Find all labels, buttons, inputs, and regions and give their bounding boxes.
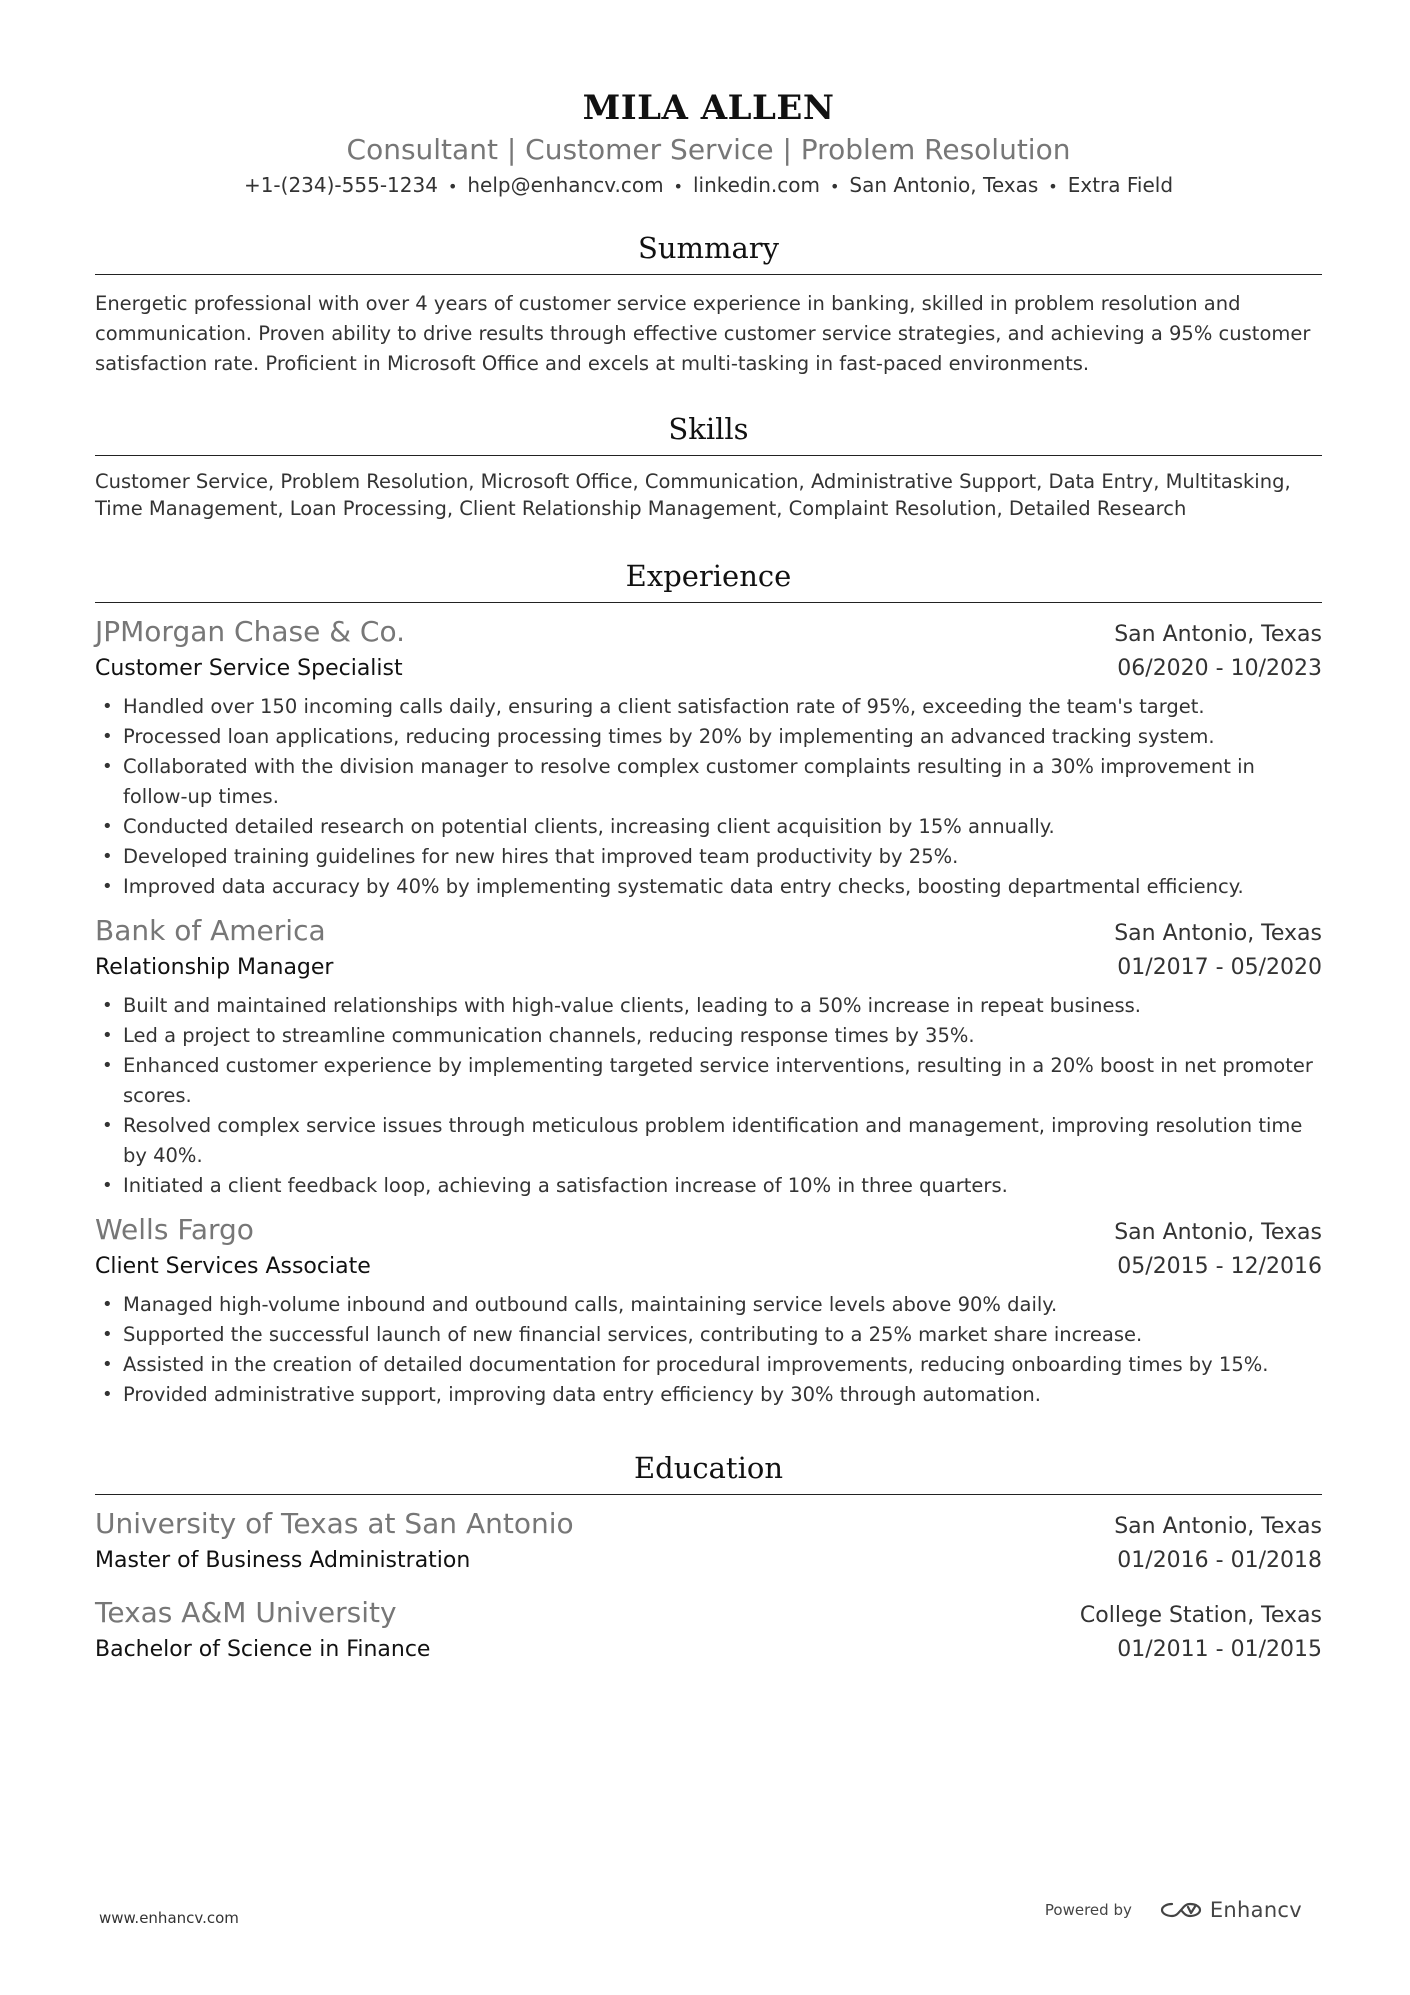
section-title-education: Education bbox=[633, 1451, 783, 1485]
headline: Consultant | Customer Service | Problem Resolution bbox=[346, 133, 1071, 166]
company-name: Bank of America bbox=[95, 914, 326, 947]
job-title: Customer Service Specialist bbox=[95, 656, 403, 681]
footer-branding[interactable] bbox=[1045, 1898, 1302, 1922]
experience-entry bbox=[95, 912, 1322, 1201]
section-divider bbox=[95, 602, 1322, 603]
section-divider bbox=[95, 455, 1322, 456]
list-item: • Assisted in the creation of detailed documentation for procedural improvements, reducing onboarding times by 15%. bbox=[95, 1350, 1322, 1380]
list-item: • Enhanced customer experience by implementing targeted service interventions, resulting in a 20% boost in net promoter scores. bbox=[95, 1051, 1322, 1111]
entry-header bbox=[95, 912, 1322, 951]
entry-subheader bbox=[95, 1250, 1322, 1284]
contact-extra: Extra Field bbox=[1067, 173, 1174, 197]
list-item: • Improved data accuracy by 40% by implementing systematic data entry checks, boosting departmental efficiency. bbox=[95, 872, 1322, 902]
entry-header bbox=[95, 613, 1322, 652]
list-item: • Conducted detailed research on potential clients, increasing client acquisition by 15% annually. bbox=[95, 812, 1322, 842]
separator-dot: • bbox=[829, 177, 840, 196]
summary-text: Energetic professional with over 4 years of customer service experience in banking, skilled in problem resolution and communication. Proven ability to drive results through effective customer service strategies, and achieving a 95% customer satisfaction rate. Proficient in Microsoft Office and excels at multi-tasking in fast-paced environments. bbox=[95, 292, 1311, 375]
candidate-name: MILA ALLEN bbox=[582, 88, 835, 128]
entry-header bbox=[95, 1594, 1322, 1633]
enhancv-logo-icon bbox=[1158, 1898, 1204, 1922]
skills-text: Customer Service, Problem Resolution, Microsoft Office, Communication, Administrative Support, Data Entry, Multitasking, Time Management, Loan Processing, Client Relationship Management, Complaint Resolution, Detailed Research bbox=[95, 470, 1291, 520]
contact-location: San Antonio, Texas bbox=[849, 173, 1039, 197]
company-name: JPMorgan Chase & Co. bbox=[95, 615, 406, 648]
entry-subheader bbox=[95, 1544, 1322, 1578]
section-title-summary: Summary bbox=[637, 231, 780, 265]
experience-entry bbox=[95, 613, 1322, 902]
entry-subheader bbox=[95, 652, 1322, 686]
brand-name: Enhancv bbox=[1209, 1898, 1302, 1922]
achievement-list bbox=[95, 692, 1322, 902]
achievement-list bbox=[95, 991, 1322, 1201]
list-item: • Managed high-volume inbound and outbound calls, maintaining service levels above 90% daily. bbox=[95, 1290, 1322, 1320]
job-title: Client Services Associate bbox=[95, 1254, 371, 1279]
separator-dot: • bbox=[1048, 177, 1058, 196]
education-dates: 01/2016 - 01/2018 bbox=[1117, 1548, 1322, 1573]
degree-name: Bachelor of Science in Finance bbox=[95, 1637, 431, 1662]
entry-subheader bbox=[95, 951, 1322, 985]
separator-dot: • bbox=[673, 177, 683, 196]
experience-section bbox=[95, 556, 1322, 1410]
experience-entry bbox=[95, 1211, 1322, 1410]
list-item: • Built and maintained relationships with high-value clients, leading to a 50% increase in repeat business. bbox=[95, 991, 1322, 1021]
list-item: • Led a project to streamline communication channels, reducing response times by 35%. bbox=[95, 1021, 1322, 1051]
footer-website-link[interactable]: www.enhancv.com bbox=[99, 1909, 239, 1927]
job-location: San Antonio, Texas bbox=[1114, 622, 1322, 647]
degree-name: Master of Business Administration bbox=[95, 1548, 471, 1573]
school-location: College Station, Texas bbox=[1079, 1603, 1322, 1628]
section-divider bbox=[95, 274, 1322, 275]
list-item: • Supported the successful launch of new financial services, contributing to a 25% market share increase. bbox=[95, 1320, 1322, 1350]
entry-header bbox=[95, 1211, 1322, 1250]
list-item: • Initiated a client feedback loop, achieving a satisfaction increase of 10% in three quarters. bbox=[95, 1171, 1322, 1201]
summary-section bbox=[95, 228, 1322, 379]
section-divider bbox=[95, 1494, 1322, 1495]
list-item: • Handled over 150 incoming calls daily, ensuring a client satisfaction rate of 95%, exceeding the team's target. bbox=[95, 692, 1322, 722]
resume-content bbox=[95, 86, 1322, 1667]
school-location: San Antonio, Texas bbox=[1114, 1514, 1322, 1539]
section-title-skills: Skills bbox=[668, 412, 749, 446]
powered-by-label: Powered by bbox=[1044, 1901, 1132, 1919]
list-item: • Resolved complex service issues through meticulous problem identification and management, improving resolution time by 40%. bbox=[95, 1111, 1322, 1171]
job-title: Relationship Manager bbox=[95, 955, 334, 980]
school-name: University of Texas at San Antonio bbox=[95, 1507, 574, 1540]
contact-bar bbox=[95, 170, 1322, 202]
education-entry bbox=[95, 1505, 1322, 1578]
list-item: • Provided administrative support, improving data entry efficiency by 30% through automation. bbox=[95, 1380, 1322, 1410]
school-name: Texas A&M University bbox=[95, 1596, 397, 1629]
separator-dot: • bbox=[447, 177, 458, 196]
education-section bbox=[95, 1448, 1322, 1667]
contact-email[interactable]: help@enhancv.com bbox=[467, 173, 664, 197]
list-item: • Collaborated with the division manager to resolve complex customer complaints resulting in a 30% improvement in follow-up times. bbox=[95, 752, 1322, 812]
job-location: San Antonio, Texas bbox=[1114, 921, 1322, 946]
list-item: • Processed loan applications, reducing processing times by 20% by implementing an advanced tracking system. bbox=[95, 722, 1322, 752]
job-dates: 05/2015 - 12/2016 bbox=[1117, 1254, 1322, 1279]
education-dates: 01/2011 - 01/2015 bbox=[1117, 1637, 1322, 1662]
contact-phone[interactable]: +1-(234)-555-1234 bbox=[243, 173, 438, 197]
entry-header bbox=[95, 1505, 1322, 1544]
achievement-list bbox=[95, 1290, 1322, 1410]
education-entry bbox=[95, 1594, 1322, 1667]
entry-subheader bbox=[95, 1633, 1322, 1667]
section-title-experience: Experience bbox=[625, 559, 792, 593]
job-location: San Antonio, Texas bbox=[1114, 1220, 1322, 1245]
job-dates: 01/2017 - 05/2020 bbox=[1117, 955, 1322, 980]
list-item: • Developed training guidelines for new hires that improved team productivity by 25%. bbox=[95, 842, 1322, 872]
job-dates: 06/2020 - 10/2023 bbox=[1117, 656, 1322, 681]
skills-section bbox=[95, 409, 1322, 522]
company-name: Wells Fargo bbox=[95, 1213, 254, 1246]
contact-linkedin[interactable]: linkedin.com bbox=[692, 173, 820, 197]
